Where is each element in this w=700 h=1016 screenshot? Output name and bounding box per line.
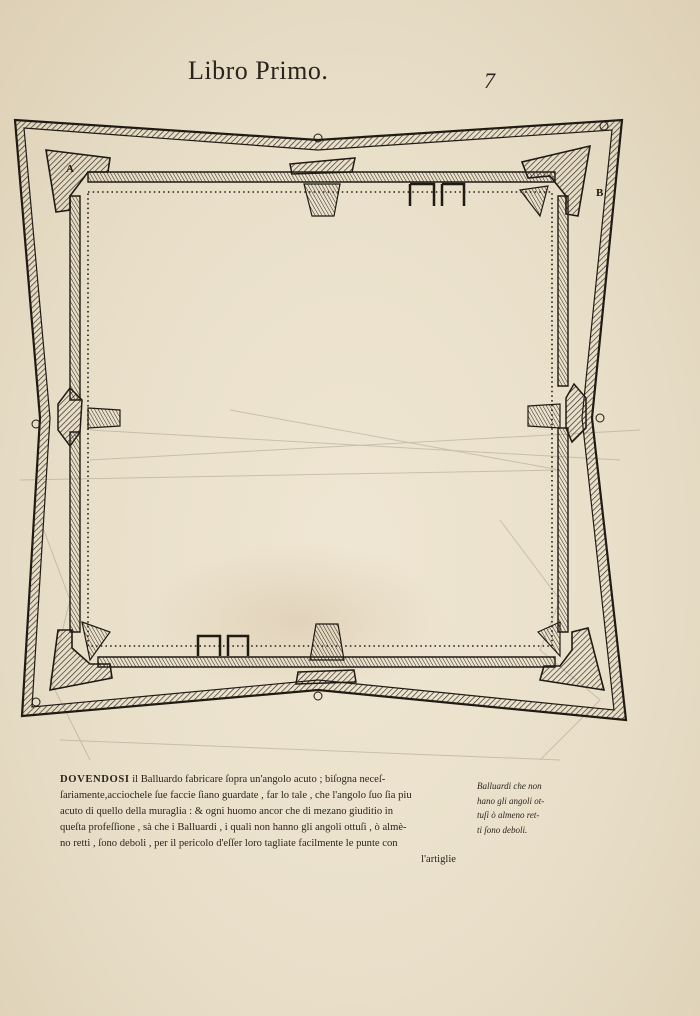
margin-note [477, 779, 573, 837]
page-header-title: Libro Primo. [188, 56, 329, 85]
plan-label-a: A [66, 163, 74, 175]
body-line: acuto di quello della muraglia : & ogni huomo ancor che di mezano giuditio in [60, 806, 394, 817]
body-line: DOVENDOSI il Balluardo fabricare ſopra un'angolo acuto ; biſogna neceſ- [60, 774, 386, 785]
corner-bastions [46, 146, 604, 690]
margin-note-line: ti ſono deboli. [477, 824, 528, 835]
body-line: ſariamente,acciochele ſue faccie ſiano guardate , far lo tale , che l'angolo ſuo ſia piu [60, 790, 412, 801]
margin-note-line: hano gli angoli ot- [477, 795, 545, 806]
plan-label-b: B [596, 187, 604, 199]
gun-platforms [82, 184, 560, 660]
margin-note-line: Balluardi che non [477, 781, 542, 791]
curtain-wall [70, 172, 568, 667]
lead-word: DOVENDOSI [60, 774, 130, 785]
body-line: no retti , ſono deboli , per il pericolo d'eſſer loro tagliate facilmente le punte con [60, 838, 398, 849]
mid-bastions [58, 158, 586, 684]
page-number: 7 [484, 68, 495, 93]
body-line: queſta profeſſione , sà che i Balluardi , i quali non hanno gli angoli ottuſi , ò almè- [60, 822, 407, 833]
dotted-covered-way [88, 192, 552, 646]
margin-note-line: tuſi ò almeno ret- [477, 810, 540, 820]
gate-towers [198, 184, 464, 656]
body-paragraph [60, 772, 474, 868]
body-last-line: l'artiglie [421, 854, 456, 865]
